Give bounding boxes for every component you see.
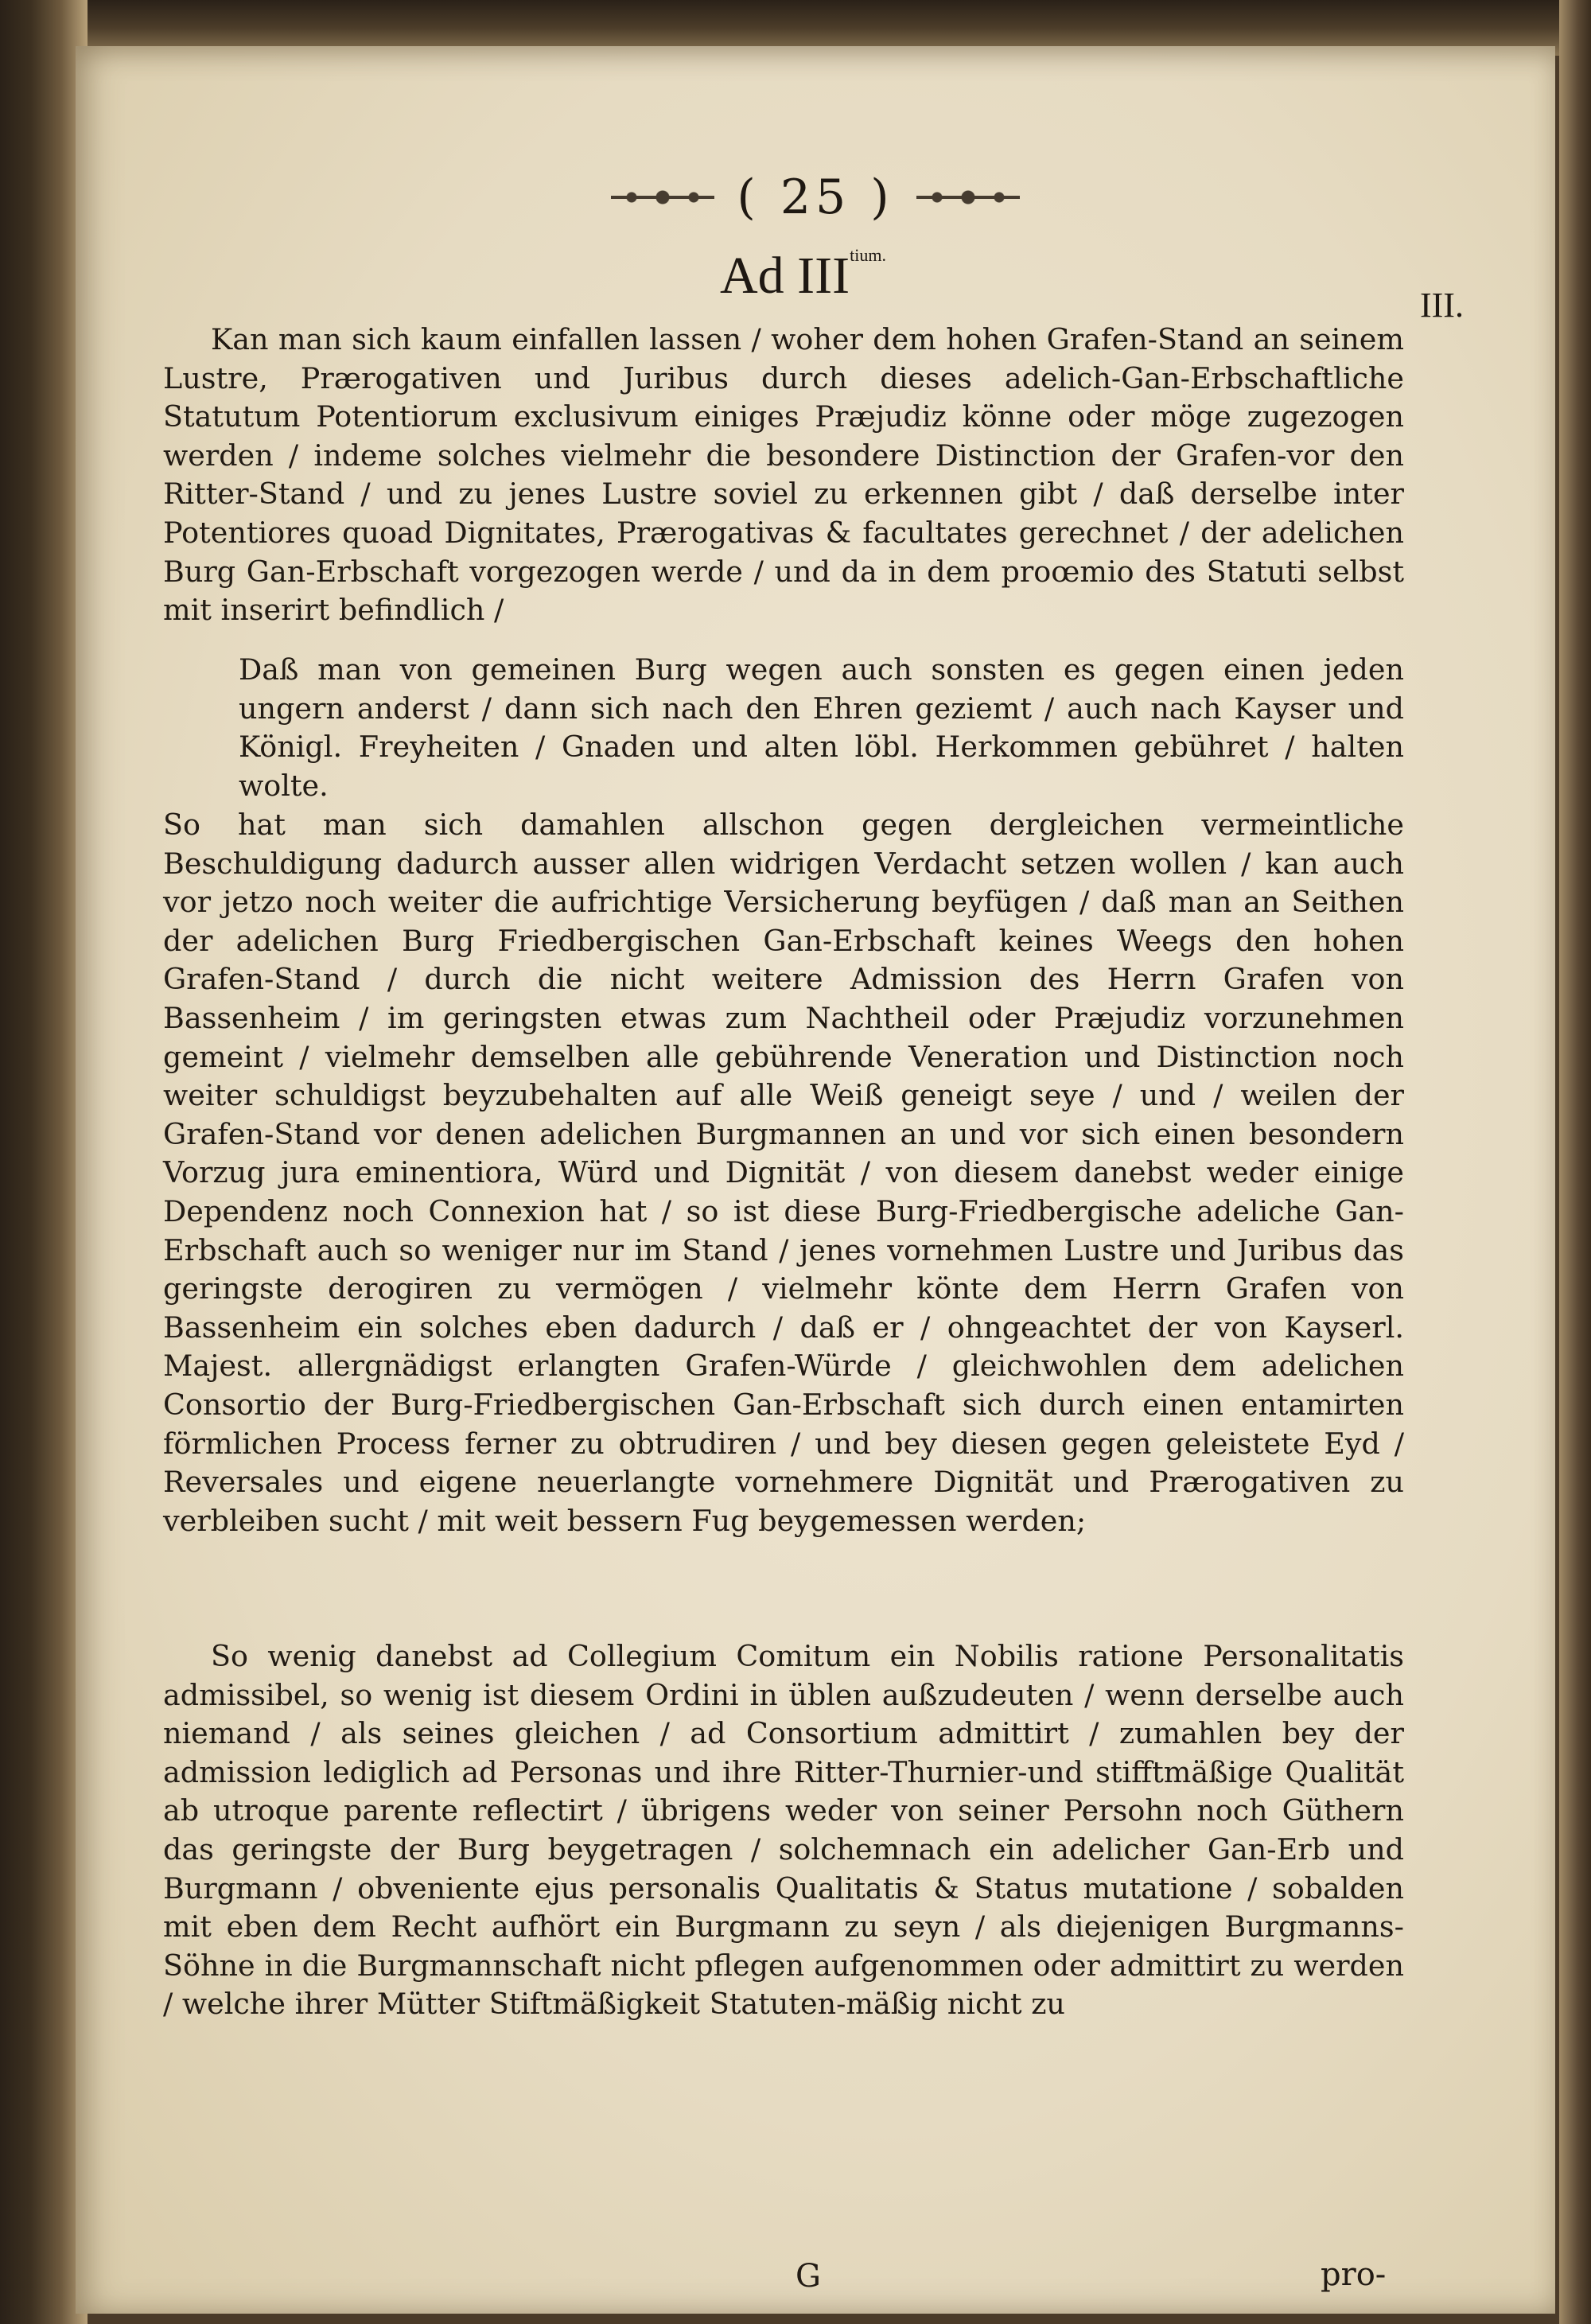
margin-note: III. [1420, 286, 1464, 325]
page-number: ( 25 ) [737, 169, 894, 225]
scan-edge-right [1559, 0, 1591, 2324]
section-title-superscript: tium. [850, 245, 886, 265]
paragraph-3-text: So wenig danebst ad Collegium Comitum ein Nobilis ratione Personalitatis admissibel, so wenig ist diesem Ordini in üblen außzudeuten / wenn derselbe auch niemand / als seines gleichen / ad Consortium admittirt / zumahlen bey der admission lediglich ad Personas und ihre Ritter-Thurnier-und stifftmäßige Qualität ab utroque parente reflectirt / übrigens weder von seiner Persohn noch Güthern das geringste der Burg beygetragen / solchemnach ein adelicher Gan-Erb und Burgmann / obveniente ejus personalis Qualitatis & Status mutatione / sobalden mit eben dem Recht aufhört ein Burgmann zu seyn / als diejenigen Burgmanns-Söhne in die Burgmannschaft nicht pflegen aufgenommen oder admittirt zu werden / welche ihrer Mütter Stiftmäßigkeit Statuten-mäßig nicht zu [163, 1639, 1404, 2022]
quoted-statute-text: Daß man von gemeinen Burg wegen auch sonsten es gegen einen jeden ungern anderst / dann sich nach den Ehren geziemt / auch nach Kayser und Königl. Freyheiten / Gnaden und alten löbl. Herkommen gebühret / halten wolte. [239, 652, 1404, 803]
quoted-statute [239, 651, 1404, 805]
paragraph-2 [163, 806, 1404, 1540]
catchword: pro- [1321, 2256, 1387, 2293]
paragraph-3 [163, 1637, 1404, 2024]
paragraph-2-text: So hat man sich damahlen allschon gegen dergleichen vermeintliche Beschuldigung dadurch ausser allen widrigen Verdacht setzen wollen / kan auch vor jetzo noch weiter die aufrichtige Versicherung beyfügen / daß man an Seithen der adelichen Burg Friedbergischen Gan-Erbschaft keines Weegs den hohen Grafen-Stand / durch die nicht weitere Admission des Herrn Grafen von Bassenheim / im geringsten etwas zum Nachtheil oder Præjudiz vorzunehmen gemeint / vielmehr demselben alle gebührende Veneration und Distinction noch weiter schuldigst beyzubehalten auf alle Weiß geneigt seye / und / weilen der Grafen-Stand vor denen adelichen Burgmannen an und vor sich einen besondern Vorzug jura eminentiora, Würd und Dignität / von diesem danebst weder einige Dependenz noch Connexion hat / so ist diese Burg-Friedbergische adeliche Gan-Erbschaft auch so weniger nur im Stand / jenes vornehmen Lustre und Juribus das geringste derogiren zu vermögen / vielmehr könte dem Herrn Grafen von Bassenheim ein solches eben dadurch / daß er / ohngeachtet der von Kayserl. Majest. allergnädigst erlangten Grafen-Würde / gleichwohlen dem adelichen Consortio der Burg-Friedbergischen Gan-Erbschaft sich durch einen entamirten förmlichen Process ferner zu obtrudiren / und bey diesen gegen geleistete Eyd / Reversales und eigene neuerlangte vornehmere Dignität und Prærogativen zu verbleiben sucht / mit weit bessern Fug beygemessen werden; [163, 808, 1404, 1538]
signature-mark: G [796, 2258, 821, 2295]
book-spine-shadow [0, 0, 88, 2324]
book-page [76, 46, 1555, 2314]
section-title [720, 245, 886, 306]
running-header [569, 165, 1062, 229]
paragraph-1-text: Kan man sich kaum einfallen lassen / woher dem hohen Grafen-Stand an seinem Lustre, Prærogativen und Juribus durch dieses adelich-Gan-Erbschaftliche Statutum Potentiorum exclusivum einiges Præjudiz könne oder möge zugezogen werden / indeme solches vielmehr die besondere Distinction der Grafen-vor den Ritter-Stand / und zu jenes Lustre soviel zu erkennen gibt / daß derselbe inter Potentiores quoad Dignitates, Prærogativas & facultates gerechnet / der adelichen Burg Gan-Erbschaft vorgezogen werde / und da in dem proœmio des Statuti selbst mit inserirt befindlich / [163, 322, 1404, 628]
section-title-text: Ad III [720, 247, 850, 305]
left-ornament-icon [611, 183, 714, 212]
right-ornament-icon [916, 183, 1020, 212]
paragraph-1 [163, 321, 1404, 630]
